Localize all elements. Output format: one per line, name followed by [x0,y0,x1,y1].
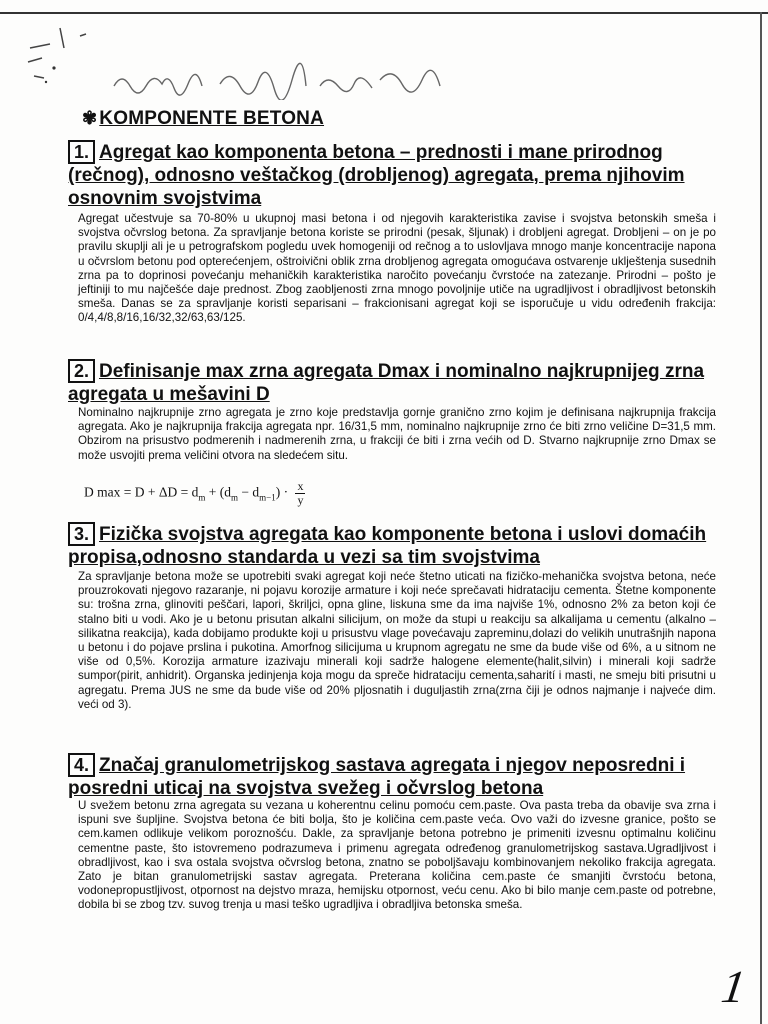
section-1-number: 1. [68,140,95,164]
section-1-heading [68,140,718,210]
page-title-text: KOMPONENTE BETONA [99,108,325,129]
section-3-number: 3. [68,522,95,546]
formula-sub-3: m−1 [259,492,276,503]
right-border-line [760,12,762,1024]
section-4-number: 4. [68,753,95,777]
section-2-number: 2. [68,359,95,383]
top-border-line [0,12,768,14]
formula-sub-1: m [198,492,206,503]
formula-mid: + (d [205,484,232,500]
section-1-body: Agregat učestvuje sa 70-80% u ukupnoj masi betona i od njegovih karakteristika zavise i svojstva betonskih smeša i svojstva očvrslog betona. Za spravljanje betona koriste se prirodni (pesak, šljunak) i drobljeni agregat. Drobljeni – on je po pravilu skuplji ali je u petrografskom pogledu uvek homogeniji od rečnog a to uslovljava mnogo manje koncentracije napona u očvrslom betonu pod opterećenjem, oštroivični oblik zrna drobljenog agregata omogućava ostvarenje uklještenja susednih zrna pa to doprinosi povećanju mehaničkih karakteristika naročito povećanju čvrstoće na zatezanje. Prirodni – pošto je jeftiniji to mu najčešće daje prednost. Zbog zaobljenosti zrna mnogo povoljnije utiče na ugradljivost i obradljivost betonskih smeša. Danas se za spravljanje koristi separisani – frakcionisani agregat koji se isporučuje u vidu određenih frakcija: 0/4,4/8,8/16,16/32,32/63,63/125. [78,212,716,325]
page-title [82,108,324,130]
fraction-numerator: x [297,479,304,493]
formula-sub-2: m [231,492,239,503]
section-2-heading-text: Definisanje max zrna agregata Dmax i nominalno najkrupnijeg zrna agregata u mešavini D [68,361,705,405]
section-3-heading-text: Fizička svojstva agregata kao komponente betona i uslovi domaćih propisa,odnosno standarda u vezi sa tim svojstvima [68,524,707,568]
fraction-denominator: y [297,493,304,507]
formula-tail: ) · [275,484,289,500]
flower-bullet-icon: ✾ [82,108,98,128]
formula-fraction [295,480,305,507]
formula-lhs: D max = D + ΔD = d [84,484,199,500]
section-2-heading [68,359,718,406]
formula-mid-2: − d [238,484,260,500]
section-2-body: Nominalno najkrupnije zrno agregata je zrno koje predstavlja gornje granično zrno kojim je definisana najkrupnija frakcija agregata. Ako je najkrupnija frakcija agregata npr. 16/31,5 mm, nominalno najkrupnije zrno će biti zrno veličine D=31,5 mm. Obzirom na prisustvo podmerenih i nadmerenih zrna, u frakciji će biti i zrna većih od D. Stvarno najkrupnije zrno Dmax se može usvojiti prema veličini otvora na sledećem situ. [78,406,716,462]
section-4-body: U svežem betonu zrna agregata su vezana u koherentnu celinu pomoću cem.paste. Ova pasta treba da obavije sva zrna i ispuni sve šupljine. Svojstva betona će biti bolja, što je količina cem.paste veća. Ovo važi do izvesne granice, pošto se cem.kamen odlikuje velikom poroznošću. Dakle, za spravljanje betona potrebno je primeniti izvesnu optimalnu količinu cementne paste, što istovremeno podrazumeva i primenu agregata određenog granulometrijskog sastava.Ugradljivost i obradljivost, kao i sva ostala svojstva očvrslog betona, znatno se poboljšavaju kombinovanjem nekoliko frakcija agregata. Zato je bitan granulometrijski sastav agregata. Preterana količina cem.paste će smanjiti čvrstoću betona, vodonepropustljivost, otpornost na dejstvo mraza, hemijsku otpornost, veću cenu. Ako bi bilo manje cem.paste od potrebne, dobila bi se zbog tzv. suvog trenja u masi teško ugradljiva i obradljiva betonska smeša. [78,799,716,912]
handwritten-scribble [110,62,450,100]
section-4-heading-text: Značaj granulometrijskog sastava agregata i njegov neposredni i posredni uticaj na svojstva svežeg i očvrslog betona [68,755,686,799]
dmax-formula [84,480,305,507]
section-3-heading [68,522,718,569]
section-3-body: Za spravljanje betona može se upotrebiti svaki agregat koji neće štetno uticati na fizičko-mehanička svojstva betona, neće prouzrokovati njegovo razaranje, ni pojavu korozije armature i koji neće sprečavati hidrataciju cementa. Štetne komponente su: trošna zrna, glinoviti peščari, lapori, škriljci, opna gline, liskuna sme da ima najviše 1%, odnosno 2% za beton koji će stalno biti u vodi. Ako je u betonu prisutan alkalni silicijum, on može da stupi u reakciju sa alkalijama u cementu (alkalno – silikatna reakcija), kada dobijamo produkte koji u prisustvu vlage povećavaju zapreminu,dolazi do velikih unutrašnjih napona u betonu i do pojave prslina i pukotina. Amorfnog silicijuma u krupnom agregatu ne sme da bude više od 6%, a u sitnom ne više od 0,5%. Korozija armature izazivaju minerali koji sadrže halogene elemente(halit,silvin) i minerali koji sadrže sumpor(pirit, anhidrit). Organska jedinjenja koja mogu da spreče hidrataciju cementa,saharití i masti, ne smeju biti prisutni u agregatu. Prema JUS ne sme da bude više od 20% pljosnatih i duguljastih zrna(zrna čiji je odnos najmanje i najveće dim. veći od 3). [78,570,716,711]
section-1-heading-text: Agregat kao komponenta betona – prednosti i mane prirodnog (rečnog), odnosno veštačkog (drobljenog) agregata, prema njihovim osnovnim svojstvima [68,142,685,209]
section-4-heading [68,753,718,800]
page-number: 1 [718,961,749,1012]
